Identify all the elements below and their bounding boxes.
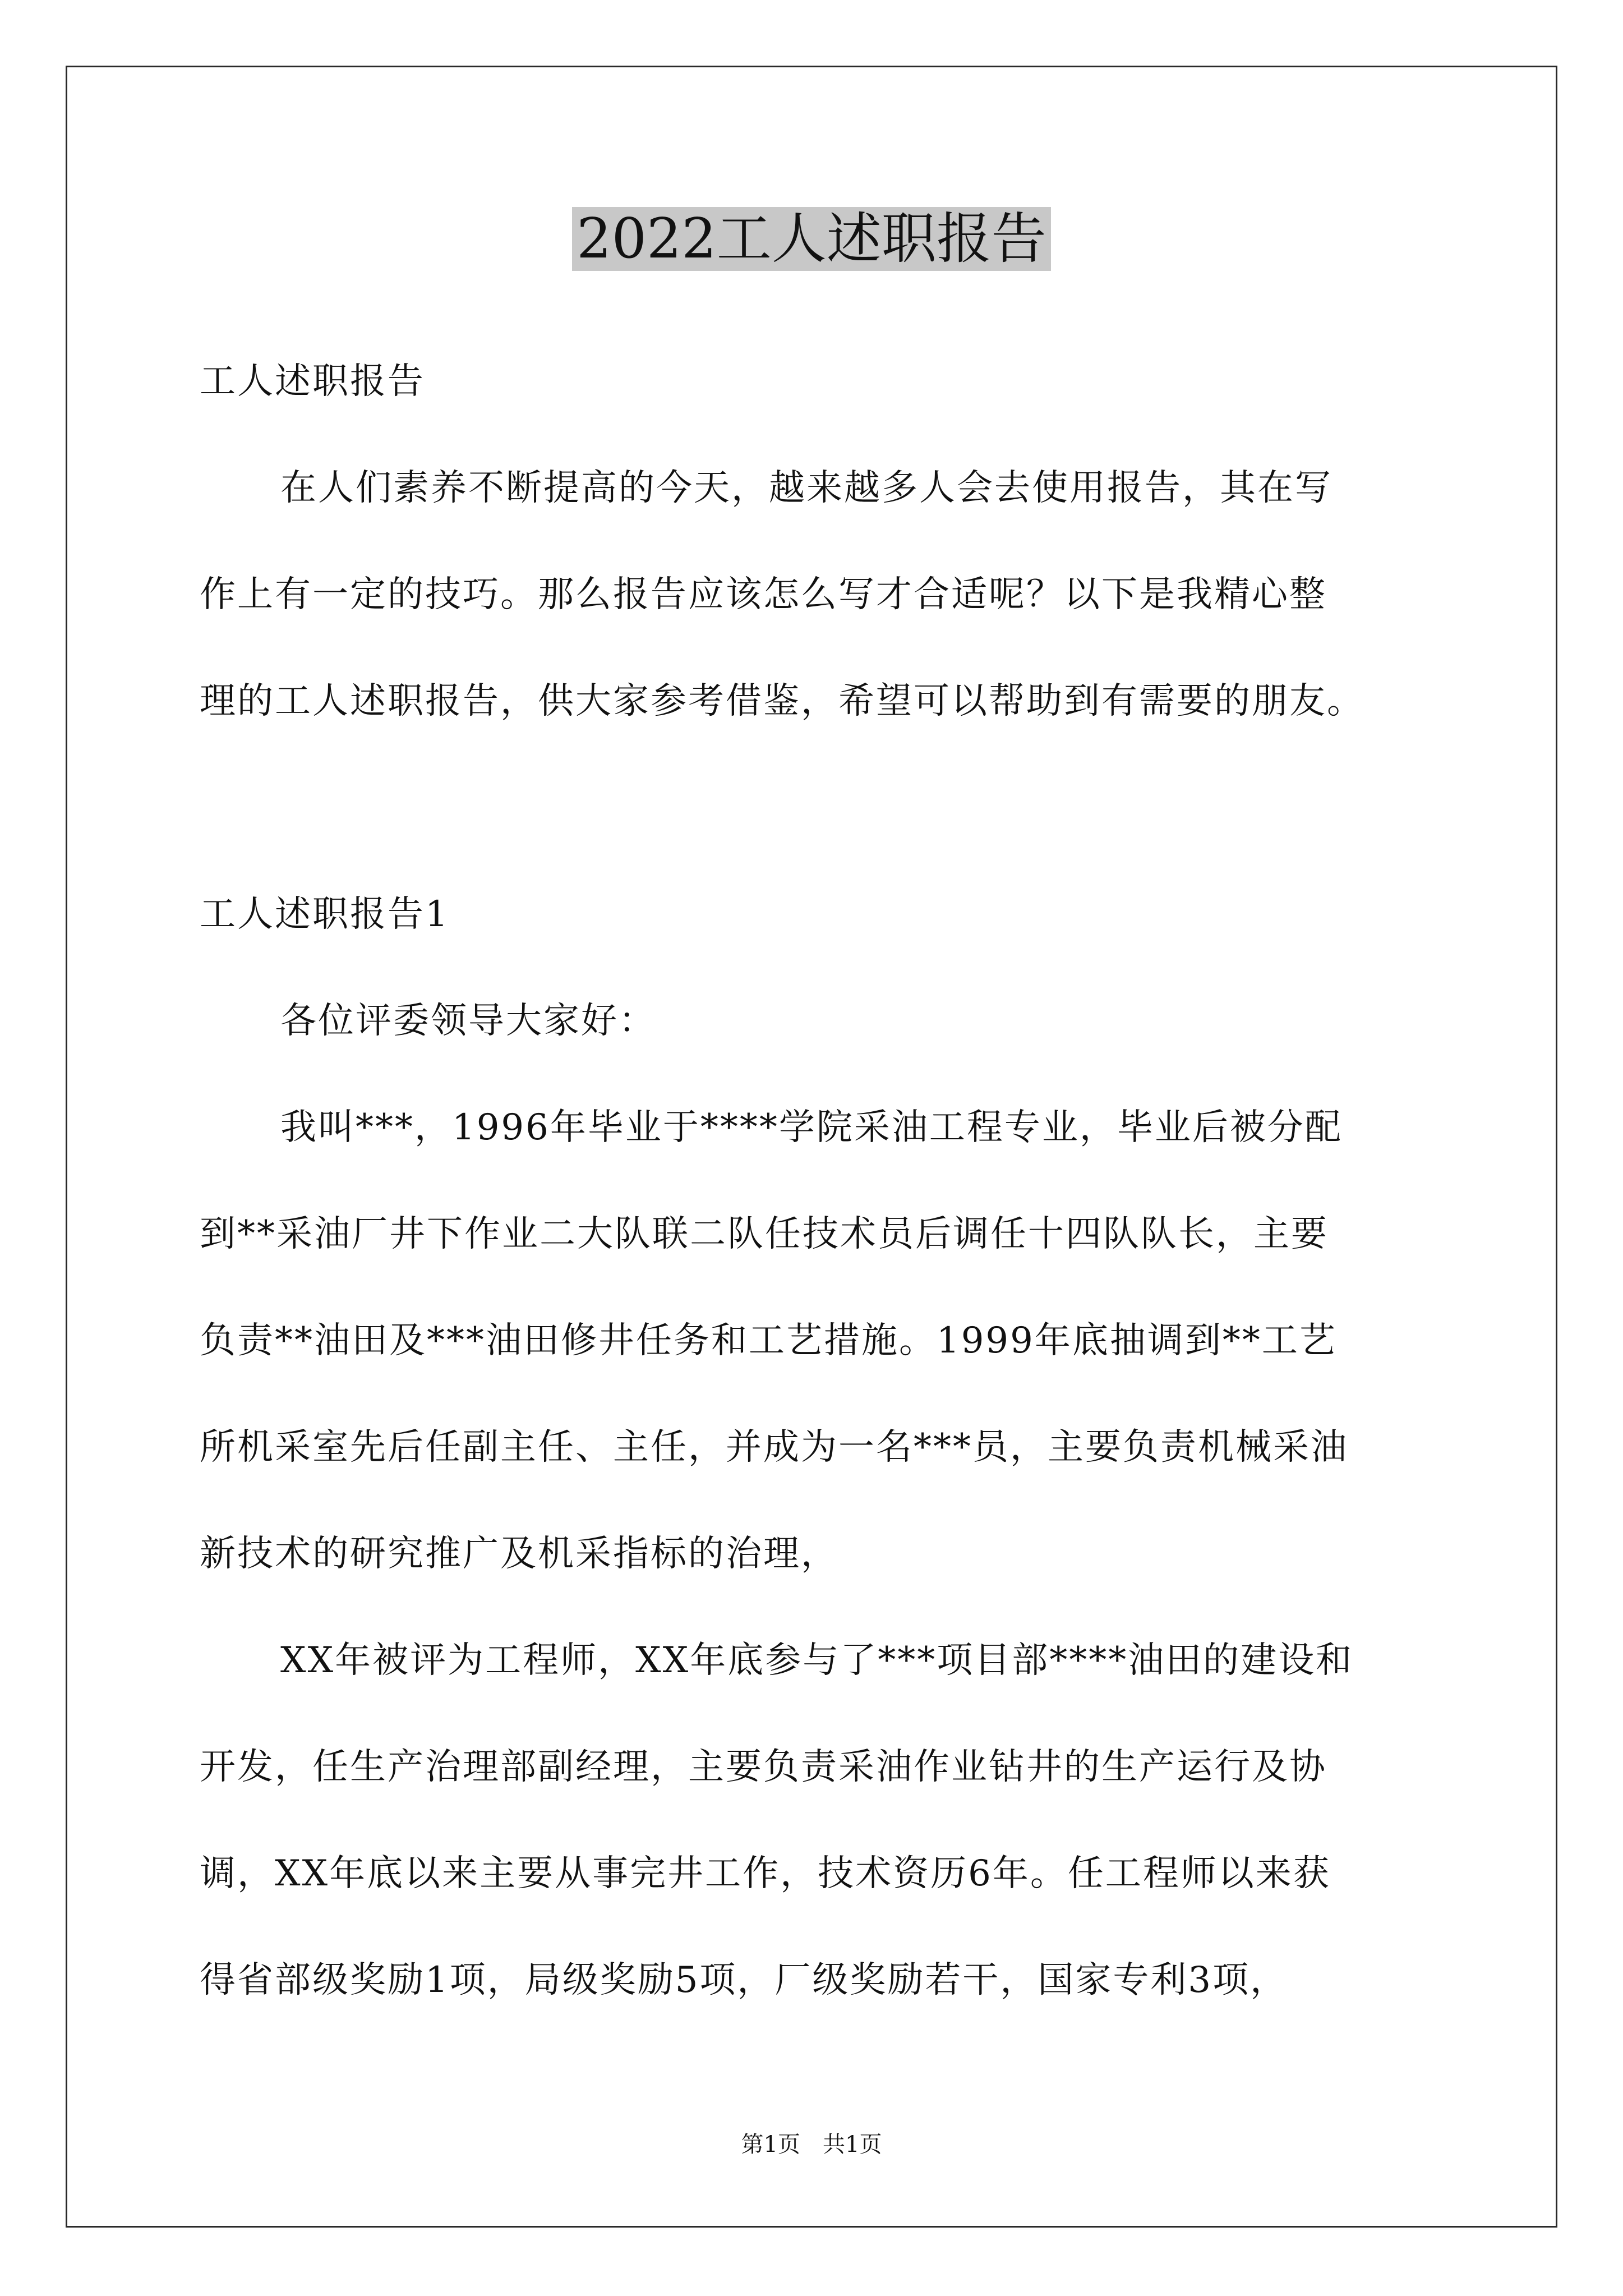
body-line: 负责**油田及***油田修井任务和工艺措施。1999年底抽调到**工艺 — [200, 1320, 1337, 1361]
section-heading: 工人述职报告1 — [200, 894, 450, 935]
document-title: 2022工人述职报告 — [0, 200, 1623, 278]
subtitle: 工人述职报告 — [200, 361, 425, 402]
body-line: 调，XX年底以来主要从事完井工作，技术资历6年。任工程师以来获 — [200, 1853, 1331, 1894]
intro-line: 在人们素养不断提高的今天，越来越多人会去使用报告，其在写 — [280, 467, 1332, 509]
intro-line: 理的工人述职报告，供大家参考借鉴，希望可以帮助到有需要的朋友。 — [200, 680, 1364, 722]
page-footer: 第1页 共1页 — [741, 2132, 882, 2157]
body-line: 我叫***，1996年毕业于****学院采油工程专业，毕业后被分配 — [280, 1107, 1343, 1148]
body-line: XX年被评为工程师，XX年底参与了***项目部****油田的建设和 — [280, 1640, 1354, 1681]
body-line: 开发，任生产治理部副经理，主要负责采油作业钻井的生产运行及协 — [200, 1746, 1327, 1788]
intro-line: 作上有一定的技巧。那么报告应该怎么写才合适呢？以下是我精心整 — [200, 574, 1327, 615]
body-line: 到**采油厂井下作业二大队联二队任技术员后调任十四队队长，主要 — [200, 1213, 1329, 1255]
body-line: 得省部级奖励1项，局级奖励5项，厂级奖励若干，国家专利3项， — [200, 1959, 1288, 2001]
greeting: 各位评委领导大家好： — [280, 1000, 656, 1042]
body-line: 所机采室先后任副主任、主任，并成为一名***员，主要负责机械采油 — [200, 1427, 1348, 1468]
body-line: 新技术的研究推广及机采指标的治理， — [200, 1533, 838, 1575]
